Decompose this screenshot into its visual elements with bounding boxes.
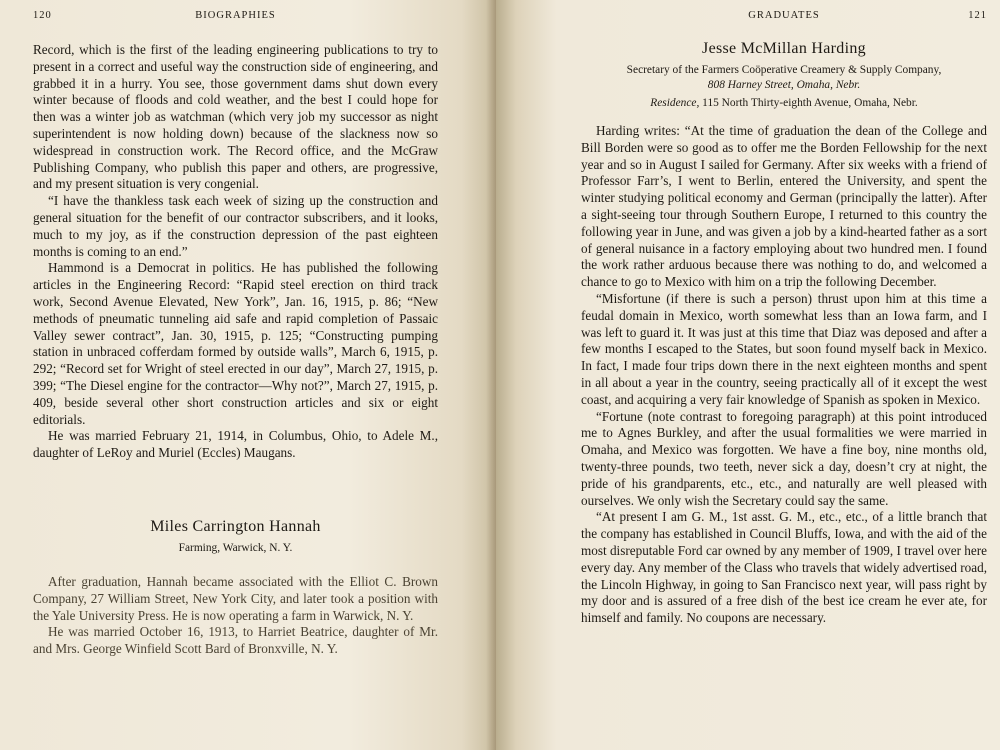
paragraph: Hammond is a Democrat in politics. He has published the following articles in the Engineering Record: “Rapid steel erection on third track work, Second Avenue Elevated, New York”, Jan. 16, 1915, p. 86; “New methods of pneumatic tunneling aid safe and rapid completion of Passaic Valley sewer contract”, Jan. 30, 1915, p. 125; “Constructing pumping station in unbraced cofferdam formed by outside walls”, March 6, 1915, p. 292; “Record set for Wright of steel erected in our day”, March 27, 1915, p. 399; “The Diesel engine for the contractor—Why not?”, March 27, 1915, p. 409, beside several other short construction articles and six or eight editorials. <box>33 260 438 427</box>
residence-label: Residence, <box>650 97 700 109</box>
biography-name: Jesse McMillan Harding <box>702 40 866 57</box>
paragraph: “Misfortune (if there is such a person) thrust upon him at this time a feudal domain in Mexico, worth somewhat less than an Iowa farm, and I was left to guard it. It was just at this time that Diaz was deposed and after a few months I escaped to the States, but soon found myself back in Mexico. In fact, I made four trips down there in the next eighteen months and spent in all about a year in the country, seeing practically all of it except the west coast, and acquiring a very fair knowledge of Spanish as spoken in Mexico. <box>581 290 987 407</box>
paragraph: “Fortune (note contrast to foregoing paragraph) at this point introduced me to Agnes Burkley, and after the usual formalities we were married in Omaha, and Mexico was forgotten. We have a fine boy, nine months old, twenty-three pounds, two teeth, never sick a day, doesn’t cry at night, the pride of his grandparents, etc., etc., and naturally are well pleased with ourselves. We only wish the Secretary could say the same. <box>581 408 987 508</box>
biography-name: Miles Carrington Hannah <box>150 517 321 535</box>
paragraph: “At present I am G. M., 1st asst. G. M., etc., etc., of a little branch that the company has established in Council Bluffs, Iowa, and with the aid of the most disreputable Ford car owned by any member of 1909, I travel over here every day. Any member of the Class who travels that widely advertised road, the Lincoln Highway, in going to San Francisco next year, will pass right by my door and is assured of a free dish of the best ice cream he ever ate, for himself and family. No coupons are necessary. <box>581 509 987 626</box>
paragraph: Harding writes: “At the time of graduation the dean of the College and Bill Borden were so good as to offer me the Borden Fellowship for the next year and so in August I sailed for Germany. After six weeks with a friend of Professor Farr’s, I went to Berlin, entered the University, and spent the winter studying political economy and German (principally the latter). After a sight-seeing tour through Southern Europe, I returned to this country the following year in June, and was given a job by a kind-hearted father as a sort of general nuisance in a factory employing about two hundred men. I found the work rather arduous because there was nothing to do, and welcomed a chance to go to Mexico with him on a trip the following December. <box>581 123 987 290</box>
biography-text-hannah <box>33 574 438 658</box>
paragraph: “I have the thankless task each week of sizing up the construction and general situation for the benefit of our contractor subscribers, and it looks, much to my joy, as if the construction depression of the past eighteen months is coming to an end.” <box>33 193 438 259</box>
left-running-head <box>33 10 438 28</box>
biography-subtitle: Farming, Warwick, N. Y. <box>178 541 293 554</box>
left-continued-text <box>33 42 438 462</box>
running-head-title-left: BIOGRAPHIES <box>195 10 276 21</box>
paragraph: Record, which is the first of the leading engineering publications to try to present in a correct and useful way the construction side of engineering, and grabbed it in a hurry. You see, those government dams shut down every winter because of floods and cold weather, and the best I could hope for then was a winter job as watchman (which very job my successor as night superintendent is now holding down) because of the slackness now so widespread in construction work. The Record office, and the McGraw Publishing Company, who publish this paper and others, are progressive, and my present situation is very congenial. <box>33 42 438 192</box>
biography-text-harding <box>581 123 987 627</box>
biography-subtitle-line2: 808 Harney Street, Omaha, Nebr. <box>707 79 861 91</box>
paragraph: After graduation, Hannah became associated with the Elliot C. Brown Company, 27 William Street, New York City, and later took a position with the Yale University Press. He is now operating a farm in Warwick, N. Y. <box>33 573 438 623</box>
page-number-left: 120 <box>33 10 52 21</box>
biography-subtitle-line2-wrap <box>581 78 987 93</box>
right-running-head <box>581 10 987 28</box>
paragraph: He was married October 16, 1913, to Harriet Beatrice, daughter of Mr. and Mrs. George Winfield Scott Bard of Bronxville, N. Y. <box>33 624 438 657</box>
left-page <box>0 0 496 750</box>
paragraph: He was married February 21, 1914, in Columbus, Ohio, to Adele M., daughter of LeRoy and Muriel (Eccles) Maugans. <box>33 428 438 461</box>
biography-residence <box>581 96 987 111</box>
page-number-right: 121 <box>968 10 987 21</box>
right-page <box>496 0 1000 750</box>
biography-subtitle-line1: Secretary of the Farmers Coöperative Creamery & Supply Company, <box>626 64 942 76</box>
biography-header-harding <box>581 40 987 111</box>
biography-header-hannah <box>33 518 438 556</box>
running-head-title-right: GRADUATES <box>748 10 820 21</box>
residence-value: 115 North Thirty-eighth Avenue, Omaha, Nebr. <box>702 97 918 109</box>
